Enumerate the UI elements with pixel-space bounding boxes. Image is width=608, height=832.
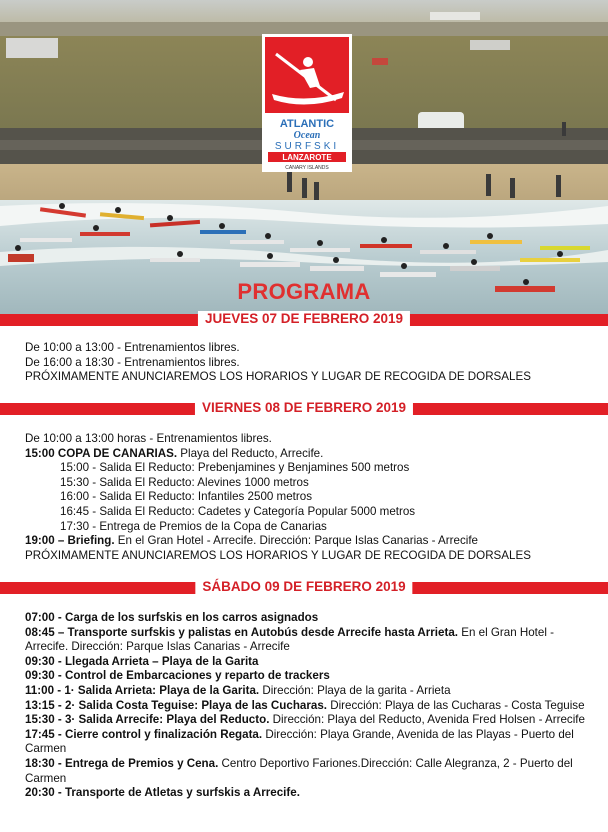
svg-text:CANARY ISLANDS: CANARY ISLANDS [285,165,329,171]
friday-schedule [25,432,595,563]
schedule-line: 07:00 - Carga de los surfskis en los carros asignados [25,611,319,624]
schedule-line: PRÓXIMAMENTE ANUNCIAREMOS LOS HORARIOS Y LUGAR DE RECOGIDA DE DORSALES [25,548,531,562]
schedule-line: De 16:00 a 18:30 - Entrenamientos libres. [25,355,240,369]
schedule-subline: 16:00 - Salida El Reducto: Infantiles 2500 metros [60,490,312,504]
schedule-line: 09:30 - Llegada Arrieta – Playa de la Garita [25,654,259,668]
saturday-schedule [25,611,585,801]
schedule-line: 15:00 COPA DE CANARIAS. Playa del Reducto, Arrecife. [25,446,324,460]
svg-text:Ocean: Ocean [293,130,321,141]
schedule-line: De 10:00 a 13:00 - Entrenamientos libres. [25,341,240,354]
schedule-line: 13:15 - 2· Salida Costa Teguise: Playa de las Cucharas. Dirección: Playa de las Cucharas - Costa Teguise [25,698,585,712]
schedule-line: 11:00 - 1· Salida Arrieta: Playa de la Garita. Dirección: Playa de la garita - Arrieta [25,683,451,697]
program-title: PROGRAMA [237,279,371,304]
atlantic-ocean-surfski-logo [262,34,352,172]
schedule-line: 19:00 – Briefing. En el Gran Hotel - Arrecife. Dirección: Parque Islas Canarias - Arrecife [25,534,478,548]
schedule-line: PRÓXIMAMENTE ANUNCIAREMOS LOS HORARIOS Y LUGAR DE RECOGIDA DE DORSALES [25,370,531,384]
svg-text:ATLANTIC: ATLANTIC [279,118,335,130]
schedule-line: 18:30 - Entrega de Premios y Cena. Centro Deportivo Fariones.Dirección: Calle Alegranza, 2 - Puerto del Carmen [25,756,573,785]
schedule-line: 17:45 - Cierre control y finalización Regata. Dirección: Playa Grande, Avenida de las Playas - Puerto del Carmen [25,727,574,756]
thursday-schedule [25,341,595,385]
saturday-heading: SÁBADO 09 DE FEBRERO 2019 [195,579,412,594]
schedule-line: 08:45 – Transporte surfskis y palistas en Autobús desde Arrecife hasta Arrieta. En el Gran Hotel - Arrecife. Dirección: Parque Islas Canarias - Arrecife [25,625,555,654]
svg-text:SURFSKI: SURFSKI [274,141,340,152]
schedule-line: 09:30 - Control de Embarcaciones y reparto de trackers [25,669,330,683]
schedule-subline: 15:30 - Salida El Reducto: Alevines 1000 metros [60,475,309,489]
friday-heading: VIERNES 08 DE FEBRERO 2019 [195,400,413,415]
schedule-subline: 16:45 - Salida El Reducto: Cadetes y Categoría Popular 5000 metros [60,504,416,518]
schedule-line: De 10:00 a 13:00 horas - Entrenamientos libres. [25,432,272,445]
schedule-subline: 17:30 - Entrega de Premios de la Copa de Canarias [60,519,327,533]
schedule-subline: 15:00 - Salida El Reducto: Prebenjamines y Benjamines 500 metros [60,461,410,475]
hero-photo [0,0,608,318]
schedule-line: 20:30 - Transporte de Atletas y surfskis a Arrecife. [25,786,300,800]
svg-text:LANZAROTE: LANZAROTE [282,153,332,162]
thursday-heading: JUEVES 07 DE FEBRERO 2019 [198,311,410,326]
schedule-line: 15:30 - 3· Salida Arrecife: Playa del Reducto. Dirección: Playa del Reducto, Avenida Fred Holsen - Arrecife [25,713,585,727]
